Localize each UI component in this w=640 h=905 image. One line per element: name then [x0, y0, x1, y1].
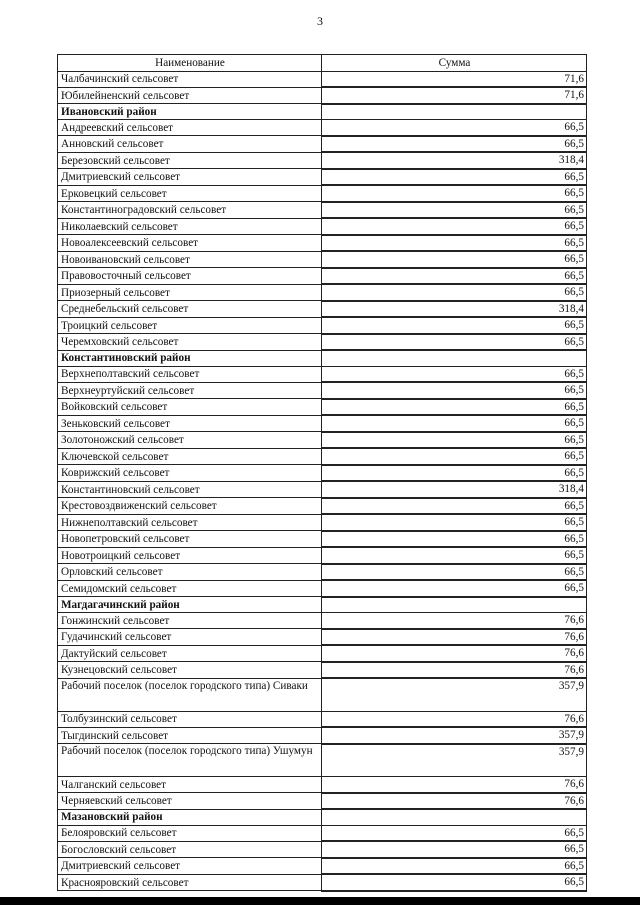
settlement-name: Нижнеполтавский сельсовет	[58, 514, 322, 531]
sum-value: 66,5	[322, 547, 587, 564]
table-row	[58, 874, 587, 891]
sum-value: 76,6	[322, 613, 587, 629]
sum-value: 66,5	[322, 202, 587, 219]
table-row	[58, 235, 587, 252]
settlement-name: Рабочий поселок (поселок городского типа) Ушумун	[58, 744, 322, 777]
sum-value: 357,9	[322, 727, 587, 744]
table-row	[58, 268, 587, 285]
header-sum: Сумма	[322, 55, 587, 72]
settlement-name: Богословский сельсовет	[58, 841, 322, 858]
sum-value: 66,5	[322, 218, 587, 235]
sum-value: 66,5	[322, 825, 587, 841]
sum-value: 66,5	[322, 235, 587, 252]
sum-value: 66,5	[322, 465, 587, 482]
settlement-name: Верхнеуртуйский сельсовет	[58, 382, 322, 399]
sum-value: 76,6	[322, 645, 587, 662]
sum-value: 66,5	[322, 169, 587, 186]
sum-value	[322, 809, 587, 825]
sum-value: 66,5	[322, 415, 587, 432]
settlement-name: Рабочий поселок (поселок городского типа) Сиваки	[58, 678, 322, 711]
table-row	[58, 415, 587, 432]
settlement-name: Анновский сельсовет	[58, 136, 322, 153]
settlement-name: Приозерный сельсовет	[58, 284, 322, 301]
table-row	[58, 169, 587, 186]
settlement-name: Зеньковский сельсовет	[58, 415, 322, 432]
settlement-name: Константиноградовский сельсовет	[58, 202, 322, 219]
page-number: 3	[317, 14, 323, 28]
sum-value	[322, 350, 587, 366]
table-row	[58, 136, 587, 153]
settlement-name: Крестовоздвиженский сельсовет	[58, 498, 322, 515]
district-row	[58, 597, 587, 613]
table-row	[58, 645, 587, 662]
settlement-name: Чалганский сельсовет	[58, 777, 322, 793]
settlement-name: Новотроицкий сельсовет	[58, 547, 322, 564]
settlement-name: Березовский сельсовет	[58, 152, 322, 169]
scan-bottom-edge	[0, 897, 640, 905]
settlement-name: Кузнецовский сельсовет	[58, 662, 322, 679]
settlement-name: Ерковецкий сельсовет	[58, 185, 322, 202]
district-row	[58, 104, 587, 120]
sum-value: 318,4	[322, 481, 587, 498]
table-row	[58, 284, 587, 301]
table-row	[58, 432, 587, 449]
table-row	[58, 87, 587, 104]
sum-value: 66,5	[322, 366, 587, 382]
sum-value: 66,5	[322, 448, 587, 465]
table-row	[58, 481, 587, 498]
sum-value: 76,6	[322, 777, 587, 793]
table-row	[58, 613, 587, 629]
table-row	[58, 251, 587, 268]
sum-value: 76,6	[322, 793, 587, 810]
table-row	[58, 678, 587, 711]
table-row	[58, 399, 587, 416]
settlement-name: Коврижский сельсовет	[58, 465, 322, 482]
table-row	[58, 547, 587, 564]
settlement-name: Дмитриевский сельсовет	[58, 858, 322, 875]
district-row	[58, 350, 587, 366]
table-row	[58, 629, 587, 646]
sum-value: 66,5	[322, 564, 587, 581]
settlement-name: Тыгдинский сельсовет	[58, 727, 322, 744]
sum-value: 66,5	[322, 382, 587, 399]
sum-value: 66,5	[322, 120, 587, 136]
budget-table	[57, 54, 587, 892]
sum-value: 318,4	[322, 301, 587, 318]
settlement-name: Андреевский сельсовет	[58, 120, 322, 136]
sum-value: 66,5	[322, 317, 587, 334]
table-row	[58, 662, 587, 679]
table-row	[58, 531, 587, 548]
sum-value: 66,5	[322, 399, 587, 416]
settlement-name: Верхнеполтавский сельсовет	[58, 366, 322, 382]
table-row	[58, 727, 587, 744]
sum-value: 76,6	[322, 662, 587, 679]
settlement-name: Константиновский сельсовет	[58, 481, 322, 498]
table-row	[58, 514, 587, 531]
district-name: Магдагачинский район	[58, 597, 322, 613]
table-row	[58, 793, 587, 810]
settlement-name: Дактуйский сельсовет	[58, 645, 322, 662]
table-row	[58, 711, 587, 727]
sum-value: 66,5	[322, 514, 587, 531]
table-row	[58, 334, 587, 351]
table-row	[58, 841, 587, 858]
table-row	[58, 448, 587, 465]
settlement-name: Черемховский сельсовет	[58, 334, 322, 351]
table-row	[58, 564, 587, 581]
table-row	[58, 366, 587, 382]
table-row	[58, 71, 587, 87]
table-header-row	[58, 55, 587, 72]
sum-value	[322, 597, 587, 613]
settlement-name: Юбилейненский сельсовет	[58, 87, 322, 104]
table-row	[58, 465, 587, 482]
sum-value: 66,5	[322, 858, 587, 875]
settlement-name: Краснояровский сельсовет	[58, 874, 322, 891]
settlement-name: Новопетровский сельсовет	[58, 531, 322, 548]
settlement-name: Новоивановский сельсовет	[58, 251, 322, 268]
district-row	[58, 809, 587, 825]
sum-value: 66,5	[322, 334, 587, 351]
settlement-name: Черняевский сельсовет	[58, 793, 322, 810]
settlement-name: Белояровский сельсовет	[58, 825, 322, 841]
district-name: Ивановский район	[58, 104, 322, 120]
sum-value: 66,5	[322, 268, 587, 285]
settlement-name: Золотоножский сельсовет	[58, 432, 322, 449]
settlement-name: Гудачинский сельсовет	[58, 629, 322, 646]
sum-value: 71,6	[322, 87, 587, 104]
settlement-name: Новоалексеевский сельсовет	[58, 235, 322, 252]
table-row	[58, 825, 587, 841]
settlement-name: Орловский сельсовет	[58, 564, 322, 581]
sum-value: 66,5	[322, 185, 587, 202]
header-name: Наименование	[58, 55, 322, 72]
table-row	[58, 498, 587, 515]
table-row	[58, 120, 587, 136]
sum-value: 66,5	[322, 874, 587, 891]
settlement-name: Семидомский сельсовет	[58, 580, 322, 597]
table-row	[58, 744, 587, 777]
sum-value: 66,5	[322, 580, 587, 597]
sum-value: 66,5	[322, 284, 587, 301]
table-row	[58, 858, 587, 875]
sum-value: 66,5	[322, 841, 587, 858]
sum-value: 66,5	[322, 531, 587, 548]
table-row	[58, 382, 587, 399]
table-row	[58, 218, 587, 235]
settlement-name: Николаевский сельсовет	[58, 218, 322, 235]
sum-value: 66,5	[322, 136, 587, 153]
settlement-name: Ключевской сельсовет	[58, 448, 322, 465]
table-row	[58, 202, 587, 219]
settlement-name: Толбузинский сельсовет	[58, 711, 322, 727]
table-body	[58, 71, 587, 891]
sum-value: 66,5	[322, 498, 587, 515]
table-row	[58, 580, 587, 597]
district-name: Мазановский район	[58, 809, 322, 825]
settlement-name: Войковский сельсовет	[58, 399, 322, 416]
table-row	[58, 152, 587, 169]
settlement-name: Троицкий сельсовет	[58, 317, 322, 334]
district-name: Константиновский район	[58, 350, 322, 366]
sum-value: 71,6	[322, 71, 587, 87]
sum-value: 76,6	[322, 711, 587, 727]
sum-value: 66,5	[322, 251, 587, 268]
sum-value: 66,5	[322, 432, 587, 449]
settlement-name: Правовосточный сельсовет	[58, 268, 322, 285]
settlement-name: Дмитриевский сельсовет	[58, 169, 322, 186]
settlement-name: Гонжинский сельсовет	[58, 613, 322, 629]
sum-value	[322, 104, 587, 120]
sum-value: 76,6	[322, 629, 587, 646]
table-row	[58, 301, 587, 318]
sum-value: 318,4	[322, 152, 587, 169]
table-row	[58, 777, 587, 793]
settlement-name: Чалбачинский сельсовет	[58, 71, 322, 87]
table-row	[58, 185, 587, 202]
table-row	[58, 317, 587, 334]
settlement-name: Среднебельский сельсовет	[58, 301, 322, 318]
sum-value: 357,9	[322, 744, 587, 777]
sum-value: 357,9	[322, 678, 587, 711]
